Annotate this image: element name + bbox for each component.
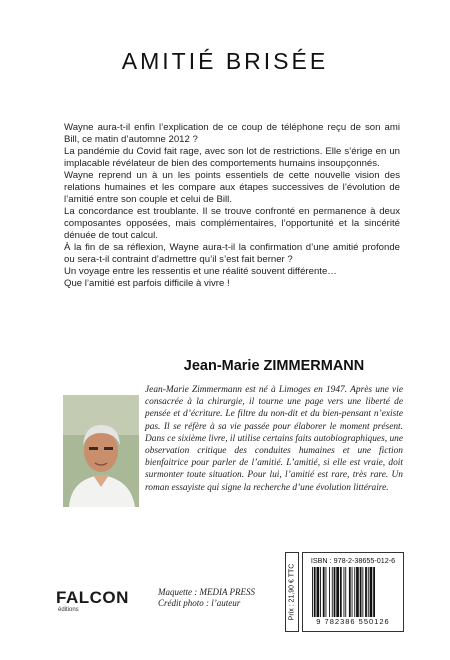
price-box (285, 552, 299, 632)
credits (158, 587, 255, 609)
publisher-logo (56, 588, 128, 616)
isbn-barcode (302, 552, 404, 632)
blurb-paragraph: Wayne aura-t-il enfin l’explication de ce coup de téléphone reçu de son ami Bill, ce matin d’automne 2012 ? (64, 122, 400, 145)
author-bio: Jean-Marie Zimmermann est né à Limoges en 1947. Après une vie consacrée à la chirurgie, il tourne une page vers une liberté de pensée et d’écriture. Le filtre du non-dit et du bien-pensant n’existe pas. Il se réfère à sa vie passée pour élaborer le moment présent. Dans ce sixième livre, il utilise certains faits autobiographiques, une observation critique des conduites humaines et une fiction bienfaitrice pour parler de l’amitié. L’amitié, si elle est vraie, doit surmonter toute situation. Pour lui, l’amitié est rare, très rare. Un roman essayiste qui signe la recherche d’une évolution littéraire. (145, 385, 403, 493)
publisher-logo-subtitle: éditions (58, 607, 79, 613)
barcode-icon (312, 567, 396, 617)
author-portrait-icon (63, 395, 139, 507)
layout-credit: Maquette : MEDIA PRESS (158, 587, 256, 597)
price-label: Prix : 21,90 € TTC (288, 563, 296, 621)
blurb-paragraph: À la fin de sa réflexion, Wayne aura-t-il la confirmation d’une amitié profonde ou sera-t-il contraint d’admettre qu’il s’est fait berner ? (64, 242, 400, 265)
book-title: AMITIÉ BRISÉE (121, 48, 329, 74)
publisher-logo-text: FALCON (56, 588, 129, 607)
blurb-paragraph: Wayne reprend un à un les points essentiels de cette nouvelle vision des relations humaines et les compare aux étapes successives de l’évolution de l’amitié entre son couple et celui de Bill. (64, 170, 400, 205)
blurb-paragraph: La concordance est troublante. Il se trouve confronté en permanence à deux composantes opposées, mais complémentaires, l’opportunité et la sincérité dénuée de tout calcul. (64, 206, 400, 241)
author-name: Jean-Marie ZIMMERMANN (183, 358, 365, 374)
blurb-paragraph: Un voyage entre les ressentis et une réalité souvent différente… (64, 266, 337, 277)
back-cover-blurb (64, 122, 400, 290)
isbn-label: ISBN : 978-2-38655-012-6 (310, 556, 396, 565)
blurb-paragraph: La pandémie du Covid fait rage, avec son lot de restrictions. Elle s’érige en un implacable révélateur de bien des comportements humains insoupçonnés. (64, 146, 400, 169)
author-photo (63, 395, 139, 507)
photo-credit: Crédit photo : l’auteur (158, 598, 241, 608)
blurb-paragraph: Que l’amitié est parfois difficile à vivre ! (64, 278, 230, 289)
barcode-digits: 9 782386 550126 (316, 617, 390, 626)
